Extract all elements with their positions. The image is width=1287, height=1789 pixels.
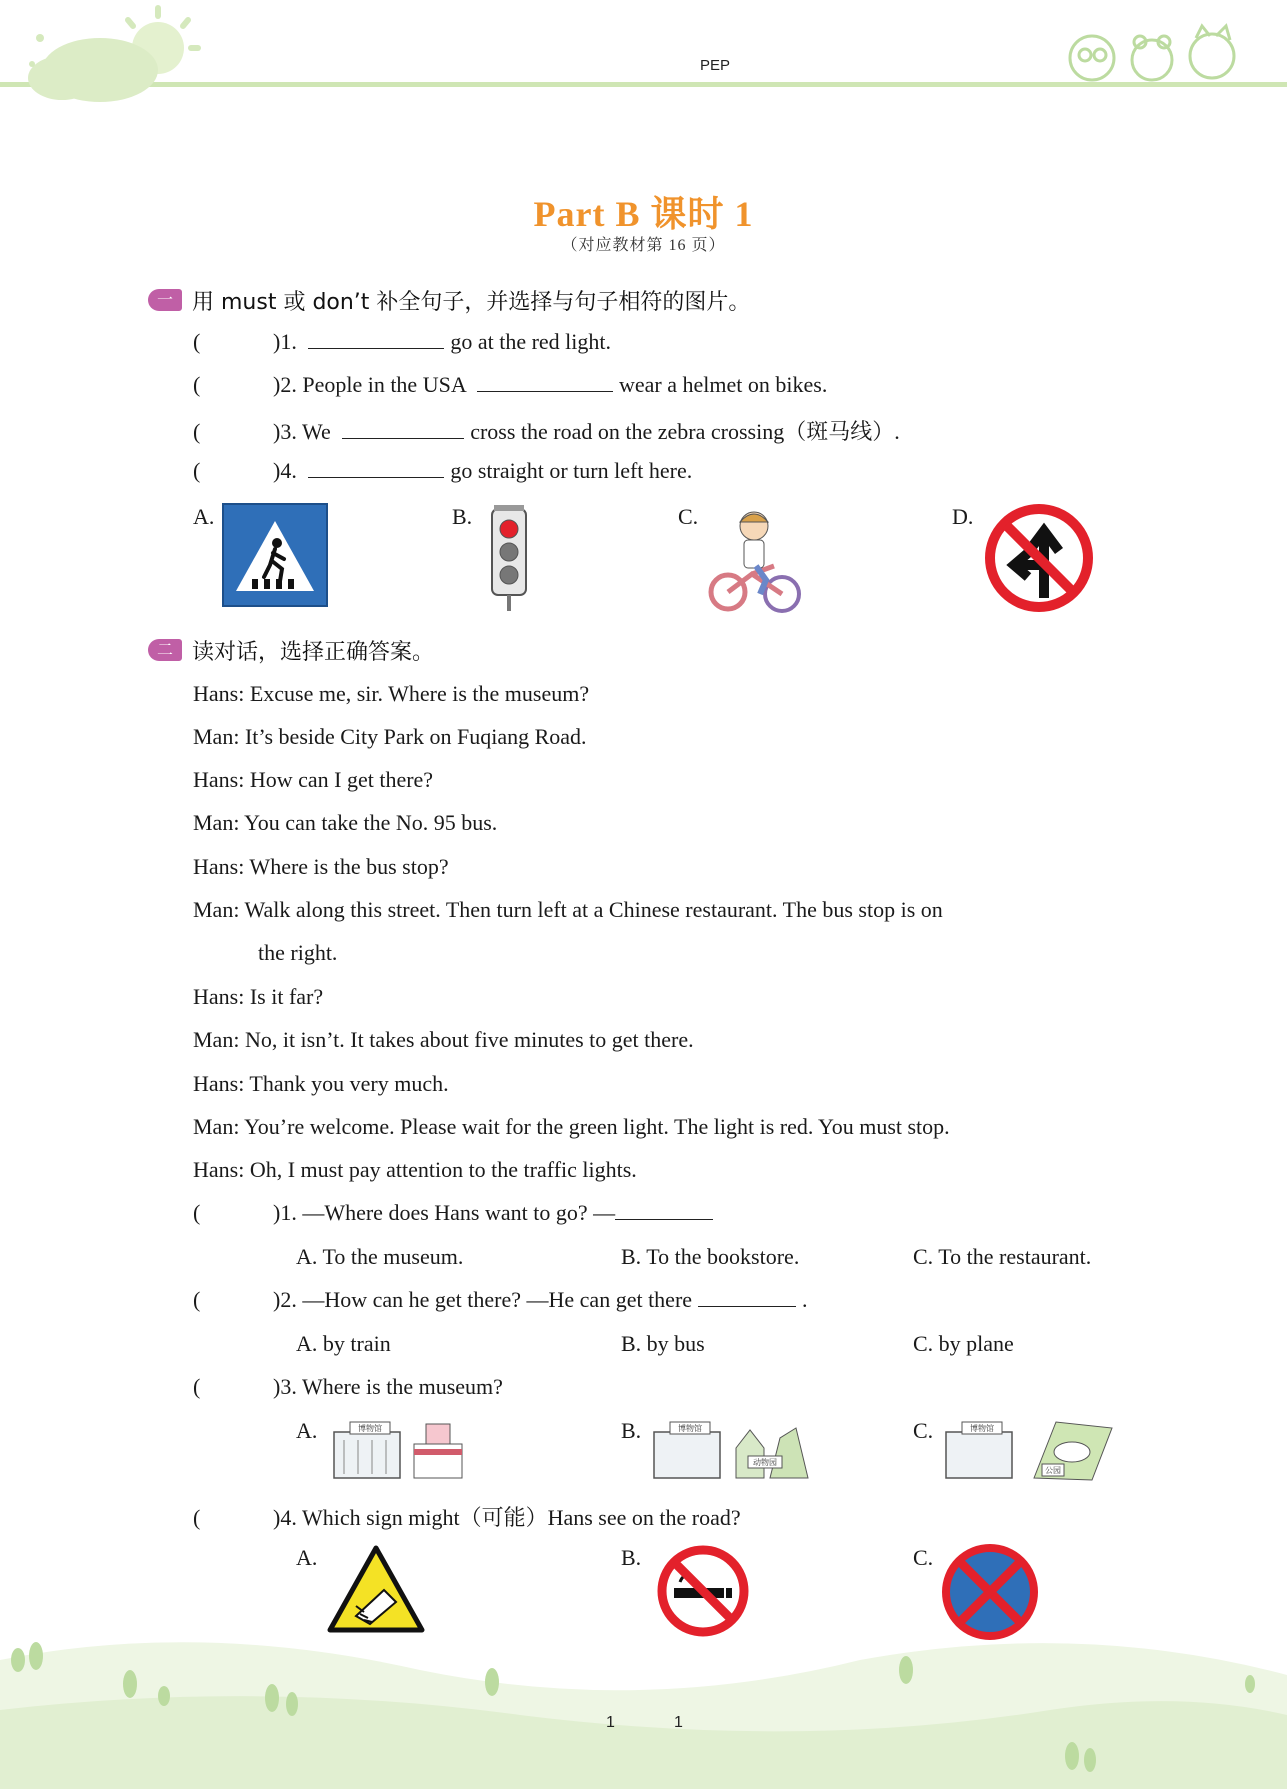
dialogue-line: Man: You’re welcome. Please wait for the green light. The light is red. You must stop. — [193, 1114, 950, 1139]
museum-beside-restaurant-icon — [330, 1418, 466, 1484]
museum-beside-zoo-icon — [650, 1418, 814, 1484]
answer-blank[interactable] — [698, 1305, 796, 1307]
s1-question-2: ( )2. People in the USA wear a helmet on bikes. — [193, 372, 828, 397]
dialogue-line: Hans: How can I get there? — [193, 767, 434, 792]
footer-landscape-decoration — [0, 1620, 1287, 1789]
picture-d-label: D. — [952, 504, 974, 529]
s1-question-1: ( )1. go at the red light. — [193, 329, 612, 354]
dialogue-line: the right. — [258, 940, 338, 965]
traffic-light-icon — [488, 503, 532, 611]
header-label: PEP — [700, 57, 731, 74]
svg-text:博物馆: 博物馆 — [970, 1424, 994, 1433]
q2-option-b[interactable]: B. by bus — [621, 1331, 705, 1356]
no-straight-no-left-sign-icon — [984, 503, 1094, 613]
q1-option-a[interactable]: A. To the museum. — [296, 1244, 464, 1269]
q4-option-a[interactable]: A. — [296, 1545, 318, 1570]
s2-question-4: ( )4. Which sign might（可能）Hans see on the road? — [193, 1505, 741, 1530]
q2-option-a[interactable]: A. by train — [296, 1331, 391, 1356]
zebra-crossing-sign-icon — [222, 503, 328, 607]
q2-option-c[interactable]: C. by plane — [913, 1331, 1014, 1356]
park-sign-text: 公园 — [1045, 1466, 1061, 1475]
answer-blank[interactable] — [615, 1218, 713, 1220]
s2-question-2: ( )2. —How can he get there? —He can get there . — [193, 1287, 808, 1312]
dialogue-line: Man: No, it isn’t. It takes about five minutes to get there. — [193, 1027, 694, 1052]
dialogue-line: Hans: Excuse me, sir. Where is the museum? — [193, 681, 590, 706]
s1-question-4: ( )4. go straight or turn left here. — [193, 458, 693, 483]
q3-option-b[interactable]: B. — [621, 1418, 642, 1443]
dialogue-line: Hans: Is it far? — [193, 984, 324, 1009]
q4-option-b[interactable]: B. — [621, 1545, 642, 1570]
page-number-right: 1 — [674, 1714, 683, 1731]
section1-badge: 一 — [148, 289, 182, 311]
section2-instruction: 读对话，选择正确答案。 — [192, 639, 435, 665]
dialogue-line: Man: It’s beside City Park on Fuqiang Road. — [193, 724, 587, 749]
q3-option-a[interactable]: A. — [296, 1418, 318, 1443]
picture-c-label: C. — [678, 504, 699, 529]
s1-question-3: ( )3. We cross the road on the zebra crossing（斑马线）. — [193, 419, 900, 444]
museum-sign-text: 博物馆 — [358, 1424, 382, 1433]
q4-option-c[interactable]: C. — [913, 1545, 934, 1570]
section2-badge: 二 — [148, 639, 182, 661]
page-number-left: 1 — [606, 1714, 615, 1731]
picture-b-label: B. — [452, 504, 473, 529]
answer-blank[interactable] — [308, 347, 444, 349]
section2-heading — [148, 635, 434, 665]
dialogue-line: Hans: Oh, I must pay attention to the traffic lights. — [193, 1157, 637, 1182]
answer-blank[interactable] — [308, 476, 444, 478]
zoo-sign-text: 动物园 — [753, 1458, 777, 1467]
page-title: Part B 课时 1 — [533, 194, 754, 234]
picture-a-label: A. — [193, 504, 215, 529]
s2-question-1: ( )1. —Where does Hans want to go? — — [193, 1200, 719, 1226]
dialogue-line: Man: Walk along this street. Then turn left at a Chinese restaurant. The bus stop is on — [193, 897, 943, 922]
section1-heading — [148, 285, 750, 315]
dialogue-line: Hans: Where is the bus stop? — [193, 854, 449, 879]
s2-question-3: ( )3. Where is the museum? — [193, 1374, 503, 1399]
sun-cloud-decoration — [0, 0, 220, 110]
dialogue-line: Man: You can take the No. 95 bus. — [193, 810, 498, 835]
section1-instruction: 用 must 或 don’t 补全句子，并选择与句子相符的图片。 — [192, 289, 751, 315]
museum-beside-park-icon — [942, 1418, 1114, 1484]
animal-faces-decoration — [1060, 22, 1260, 84]
q1-option-b[interactable]: B. To the bookstore. — [621, 1244, 800, 1269]
q3-option-c[interactable]: C. — [913, 1418, 934, 1443]
answer-blank[interactable] — [342, 437, 464, 439]
answer-blank[interactable] — [477, 390, 613, 392]
svg-text:博物馆: 博物馆 — [678, 1424, 702, 1433]
textbook-reference: （对应教材第 16 页） — [561, 237, 726, 254]
dialogue-line: Hans: Thank you very much. — [193, 1071, 449, 1096]
q1-option-c[interactable]: C. To the restaurant. — [913, 1244, 1092, 1269]
child-on-bike-icon — [706, 504, 802, 620]
